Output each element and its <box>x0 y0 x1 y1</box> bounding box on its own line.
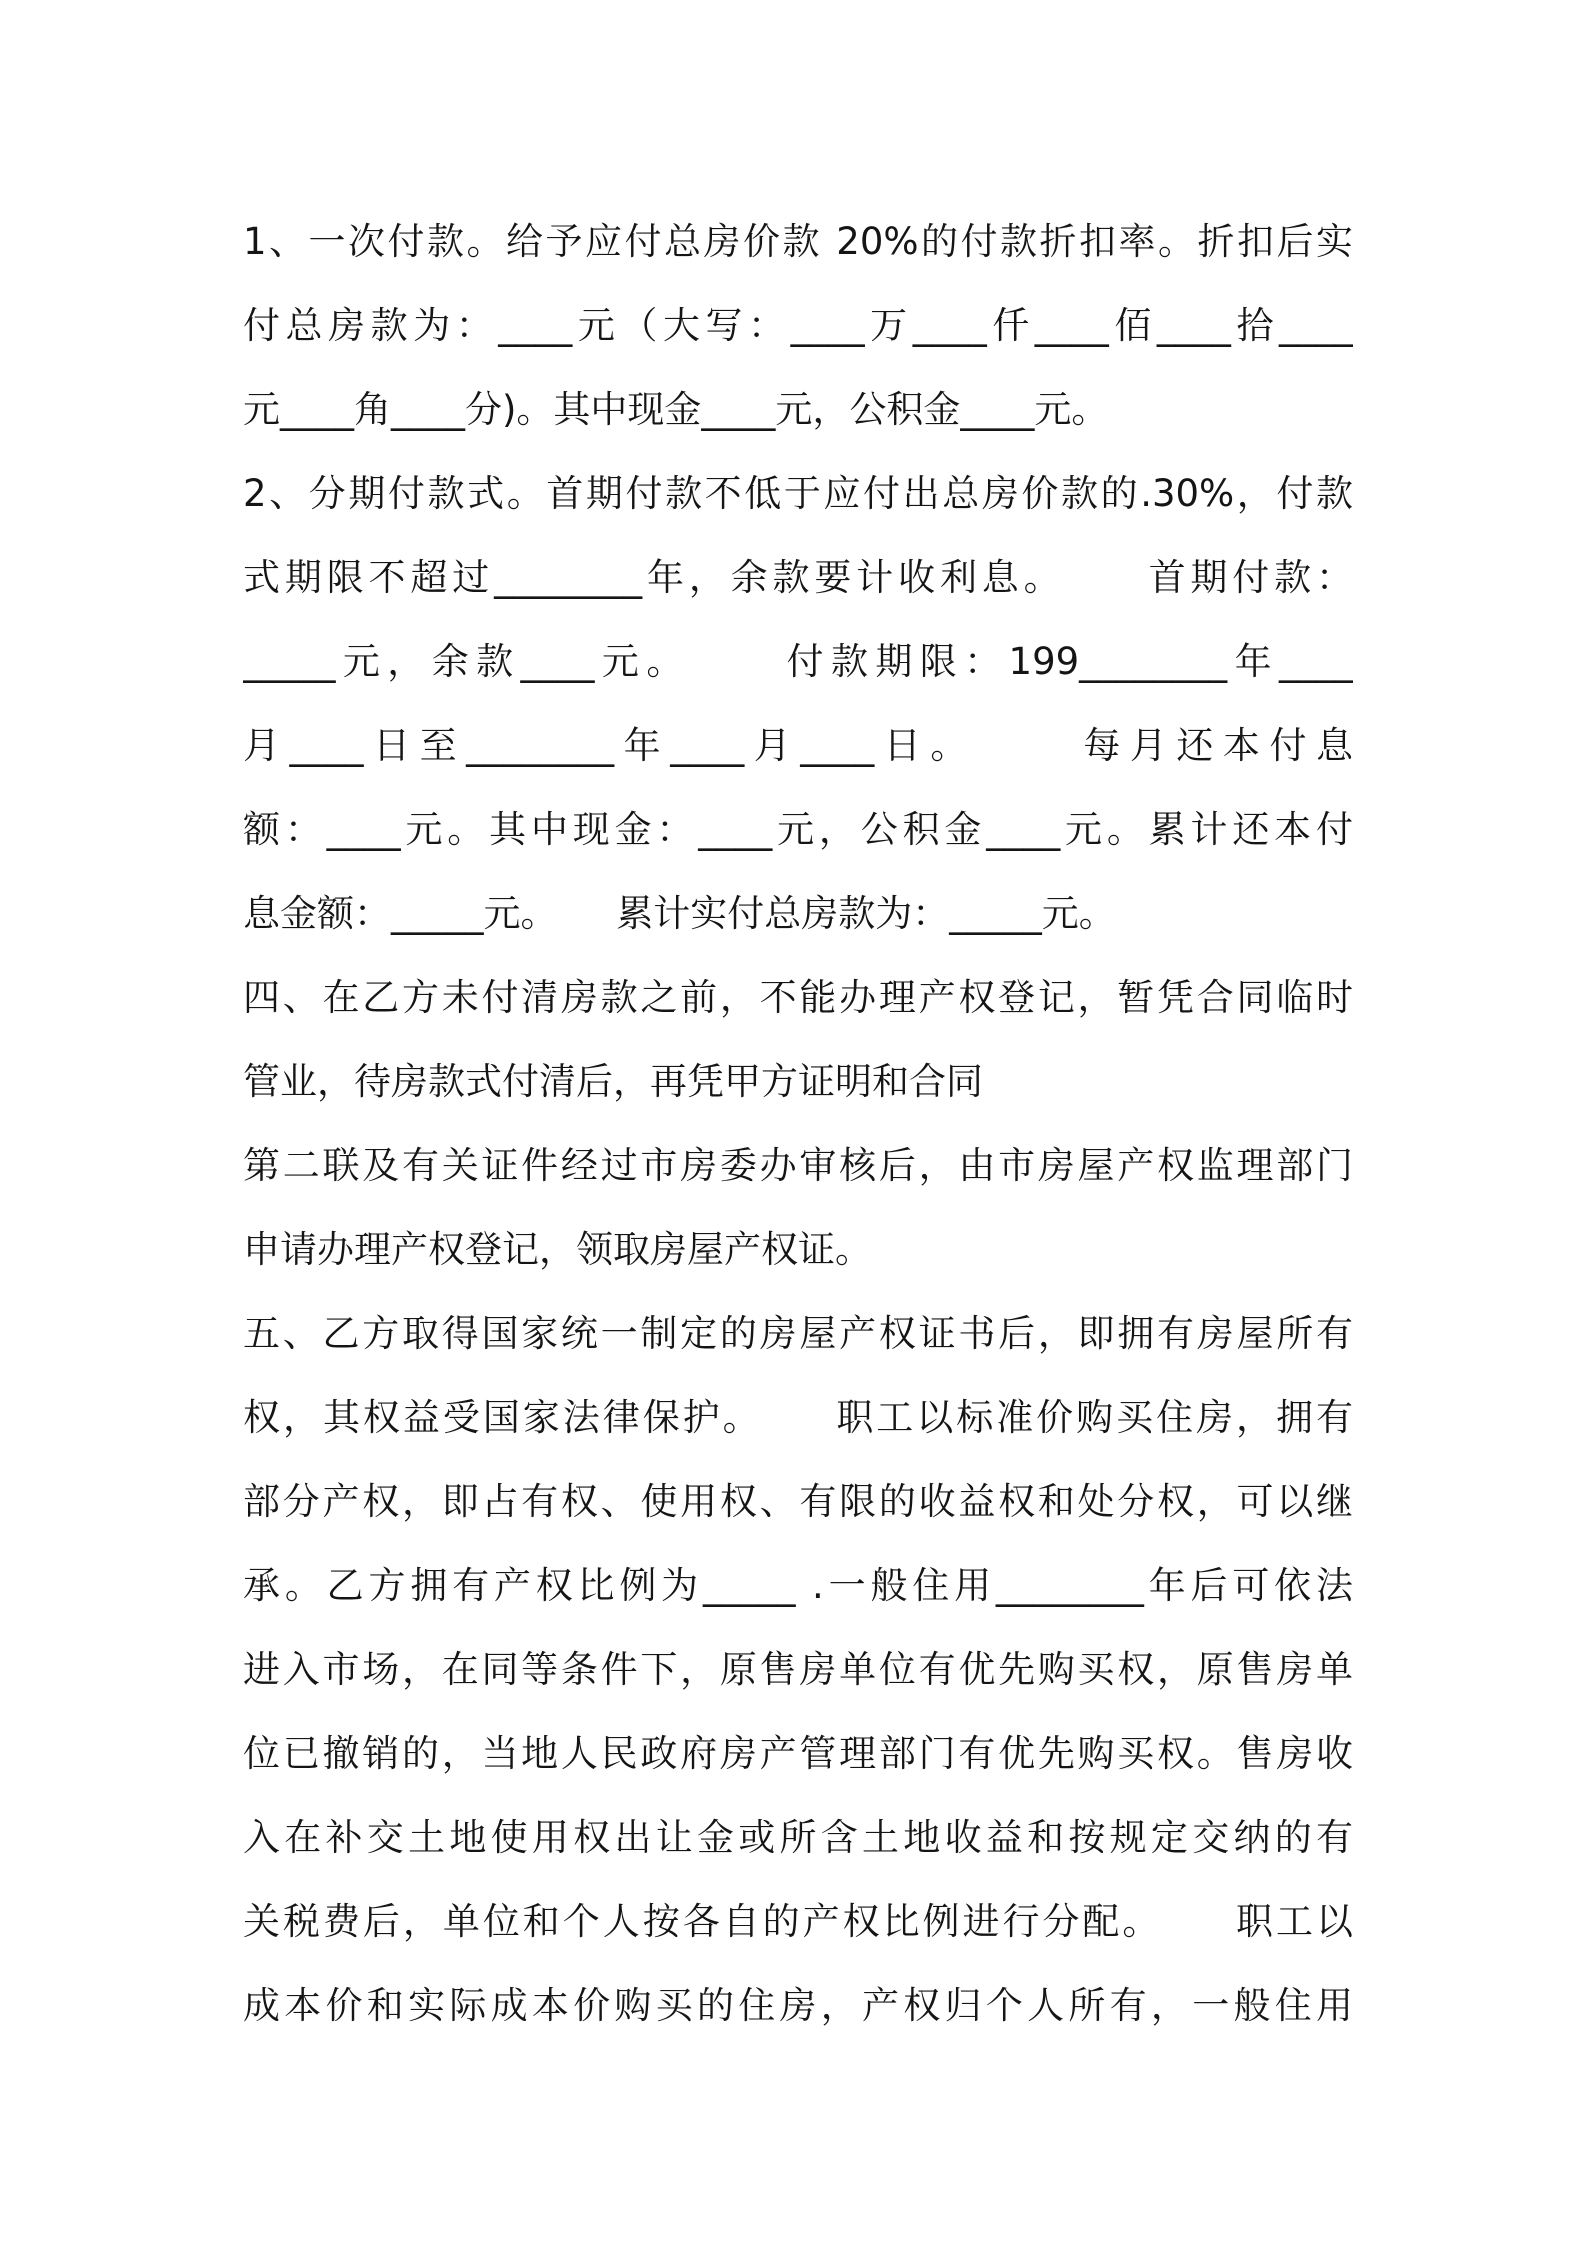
text-line: 息金额：_____元。 累计实付总房款为：_____元。 <box>243 892 1116 935</box>
text-line: 入在补交土地使用权出让金或所含土地收益和按规定交纳的有 <box>243 1816 1353 1859</box>
text-line: 申请办理产权登记，领取房屋产权证。 <box>243 1228 872 1271</box>
text-line: 2、分期付款式。首期付款不低于应付出总房价款的.30%，付款 <box>243 472 1353 515</box>
text-line: 额：____元。其中现金：____元，公积金____元。累计还本付 <box>243 808 1353 851</box>
text-line: 式期限不超过________年，余款要计收利息。 首期付款： <box>243 556 1353 599</box>
text-line: _____元，余款____元。 付款期限：199________年____ <box>243 640 1353 683</box>
text-line: 进入市场，在同等条件下，原售房单位有优先购买权，原售房单 <box>243 1648 1353 1691</box>
contract-text-block <box>243 200 1353 2048</box>
text-line: 部分产权，即占有权、使用权、有限的收益权和处分权，可以继 <box>243 1480 1353 1523</box>
text-line: 四、在乙方未付清房款之前，不能办理产权登记，暂凭合同临时 <box>243 976 1353 1019</box>
text-line: 成本价和实际成本价购买的住房，产权归个人所有，一般住用 <box>243 1984 1353 2027</box>
text-line: 位已撤销的，当地人民政府房产管理部门有优先购买权。售房收 <box>243 1732 1353 1775</box>
text-line: 1、一次付款。给予应付总房价款 20%的付款折扣率。折扣后实 <box>243 220 1353 263</box>
text-line: 权，其权益受国家法律保护。 职工以标准价购买住房，拥有 <box>243 1396 1353 1439</box>
text-line: 元____角____分)。其中现金____元，公积金____元。 <box>243 388 1109 431</box>
text-line: 五、乙方取得国家统一制定的房屋产权证书后，即拥有房屋所有 <box>243 1312 1353 1355</box>
text-line: 付总房款为：____元（大写：____万____仟____佰____拾____ <box>243 304 1353 347</box>
text-line: 关税费后，单位和个人按各自的产权比例进行分配。 职工以 <box>243 1900 1353 1943</box>
text-line: 月____日至________年____月____日。 每月还本付息 <box>243 724 1353 767</box>
text-line: 第二联及有关证件经过市房委办审核后，由市房屋产权监理部门 <box>243 1144 1353 1187</box>
text-line: 承。乙方拥有产权比例为_____ .一般住用________年后可依法 <box>243 1564 1353 1607</box>
text-line: 管业，待房款式付清后，再凭甲方证明和合同 <box>243 1060 983 1103</box>
